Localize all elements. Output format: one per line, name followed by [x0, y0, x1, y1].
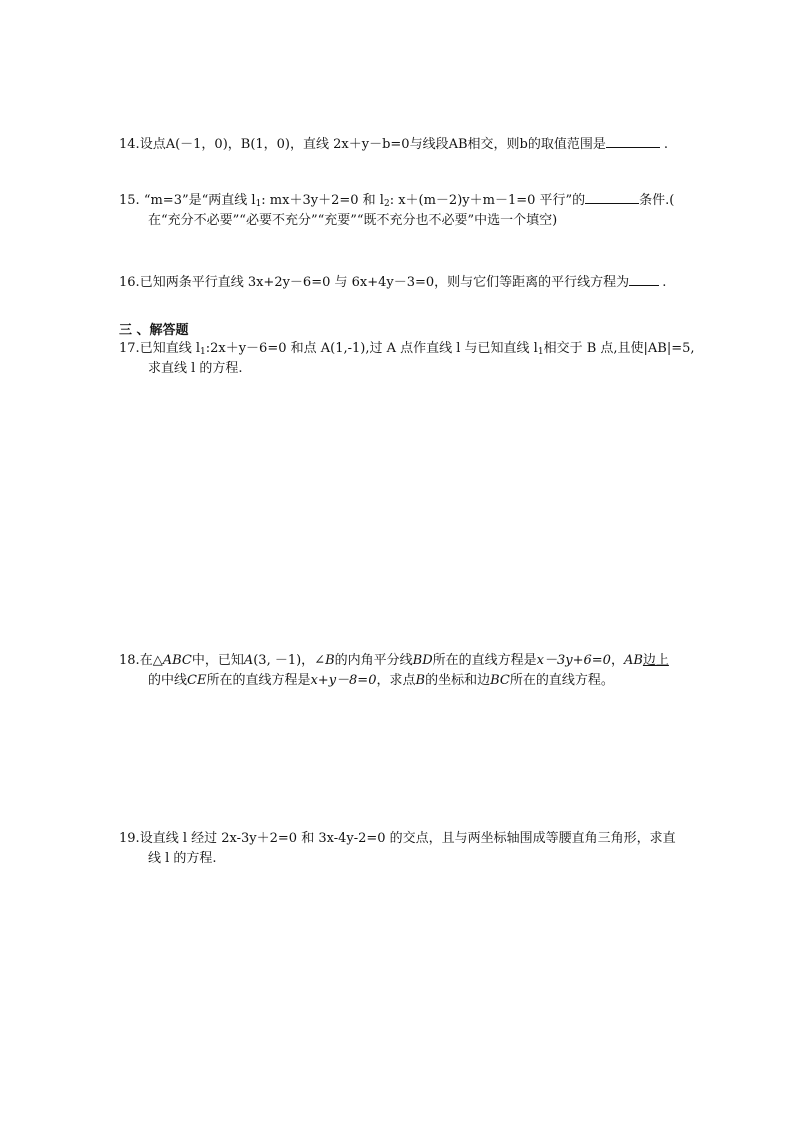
q18-number: 18. [119, 653, 140, 668]
question-17 [119, 339, 709, 379]
q16-number: 16. [119, 275, 140, 290]
section-heading: 三 、解答题 [119, 323, 189, 338]
q17-text: 已知直线 $l_1:2x+y-6=0$ 和点 A(1,-1),过 A 点作直线 l 与已知直线 $l_1$相交于 B 点,且使|AB|=5, [139, 341, 695, 357]
q15-line2: 在“充分不必要”“必要不充分”“充要”“既不充分也不必要”中选一个填空) [148, 213, 558, 228]
q18-line2: 的中线CE所在的直线方程是x+y－8=0，求点B的坐标和边BC所在的直线方程。 [148, 673, 614, 688]
q17-number: 17. [119, 341, 140, 356]
q16-text: 已知两条平行直线 3x+2y－6=0 与 6x+4y－3=0，则与它们等距离的平行线方程为 [139, 275, 630, 290]
q15-text: “m=3”是“两直线 $l_1$: mx＋3y＋2=0 和 $l_2$: x＋(m－2)y＋m－1=0 平行”的 [143, 193, 586, 209]
q14-answer-blank[interactable] [606, 134, 660, 148]
q15-number: 15. [119, 193, 140, 208]
question-16: 16.已知两条平行直线 3x+2y－6=0 与 6x+4y－3=0，则与它们等距离的平行线方程为 . [119, 272, 709, 293]
q15-answer-blank[interactable] [585, 190, 639, 204]
question-14: 14.设点A(－1，0)，B(1，0)，直线 2x＋y－b=0与线段AB相交，则b的取值范围是 . [119, 134, 709, 155]
q19-text: 设直线 l 经过 2x-3y＋2=0 和 3x-4y-2=0 的交点，且与两坐标轴围成等腰直角三角形，求直 [139, 831, 676, 846]
q19-number: 19. [119, 831, 140, 846]
q17-line2: 求直线 l 的方程. [148, 361, 243, 376]
q14-number: 14. [119, 137, 140, 152]
q19-line2: 线 l 的方程. [148, 851, 217, 866]
q14-text: 设点A(－1，0)，B(1，0)，直线 2x＋y－b=0与线段AB相交，则b的取值范围是 [139, 137, 606, 152]
question-18: 18.在△ABC中，已知A(3, －1)，∠B的内角平分线BD所在的直线方程是x－3y+6=0，AB边上 的中线CE所在的直线方程是x+y－8=0，求点B的坐标和边BC所在的直线方程。 [119, 651, 709, 691]
question-15: 15. “m=3”是“两直线 $l_1$: mx＋3y＋2=0 和 $l_2$: x＋(m－2)y＋m－1=0 平行”的 条件.( 在“充分不必要”“必要不充分”“充要”“既不充分也不必要”中选一个填空) [119, 190, 709, 231]
q16-answer-blank[interactable] [629, 272, 659, 286]
question-19 [119, 829, 709, 869]
